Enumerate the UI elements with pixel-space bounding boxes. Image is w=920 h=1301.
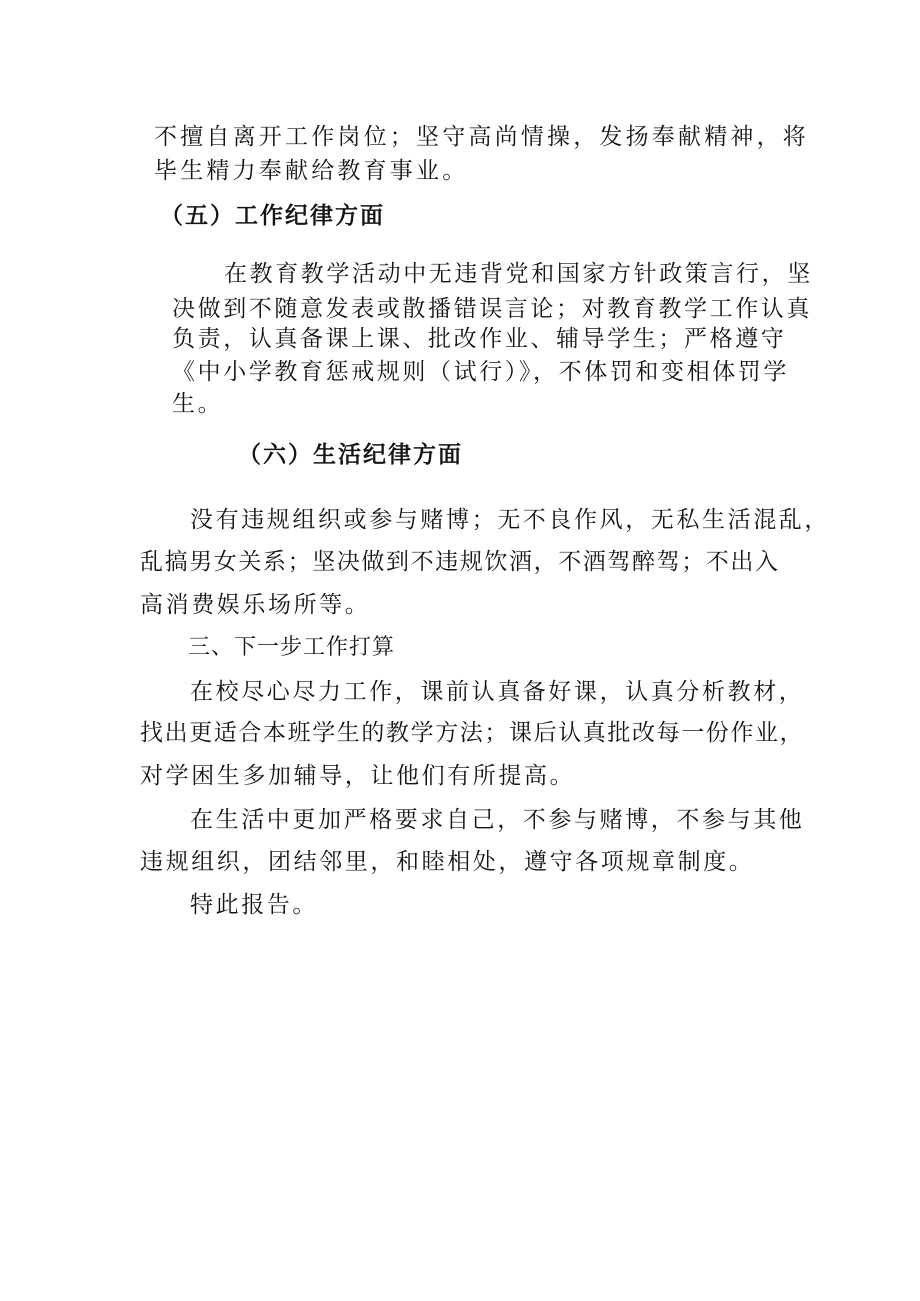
section-heading-6: （六）生活纪律方面 bbox=[238, 441, 463, 468]
section-heading-5: （五）工作纪律方面 bbox=[160, 202, 385, 229]
text-line: 负责，认真备课上课、批改作业、辅导学生；严格遵守 bbox=[172, 326, 787, 352]
text-line: 在生活中更加严格要求自己，不参与赌博，不参与其他 bbox=[190, 807, 805, 833]
closing-text: 特此报告。 bbox=[190, 892, 318, 918]
text-line: 找出更适合本班学生的教学方法；课后认真批改每一份作业， bbox=[140, 720, 805, 746]
text-line: 生。 bbox=[172, 391, 224, 417]
text-line: 毕生精力奉献给教育事业。 bbox=[154, 158, 469, 184]
text-line: 不擅自离开工作岗位；坚守高尚情操，发扬奉献精神，将 bbox=[154, 124, 809, 150]
text-line: 违规组织，团结邻里，和睦相处，遵守各项规章制度。 bbox=[140, 849, 755, 875]
text-line: 乱搞男女关系；坚决做到不违规饮酒，不酒驾醉驾；不出入 bbox=[140, 549, 780, 575]
text-line: 高消费娱乐场所等。 bbox=[140, 592, 371, 618]
text-line: 在校尽心尽力工作，课前认真备好课，认真分析教材， bbox=[190, 679, 805, 705]
text-line: 对学困生多加辅导，让他们有所提高。 bbox=[140, 763, 576, 789]
text-line: 在教育教学活动中无违背党和国家方针政策言行，坚 bbox=[224, 261, 813, 287]
text-line: 没有违规组织或参与赌博；无不良作风，无私生活混乱， bbox=[190, 507, 830, 533]
text-line: 《中小学教育惩戒规则（试行）》，不体罚和变相体罚学 bbox=[172, 359, 789, 385]
text-line: 决做到不随意发表或散播错误言论；对教育教学工作认真 bbox=[172, 296, 812, 322]
section-heading-3: 三、下一步工作打算 bbox=[188, 635, 396, 660]
